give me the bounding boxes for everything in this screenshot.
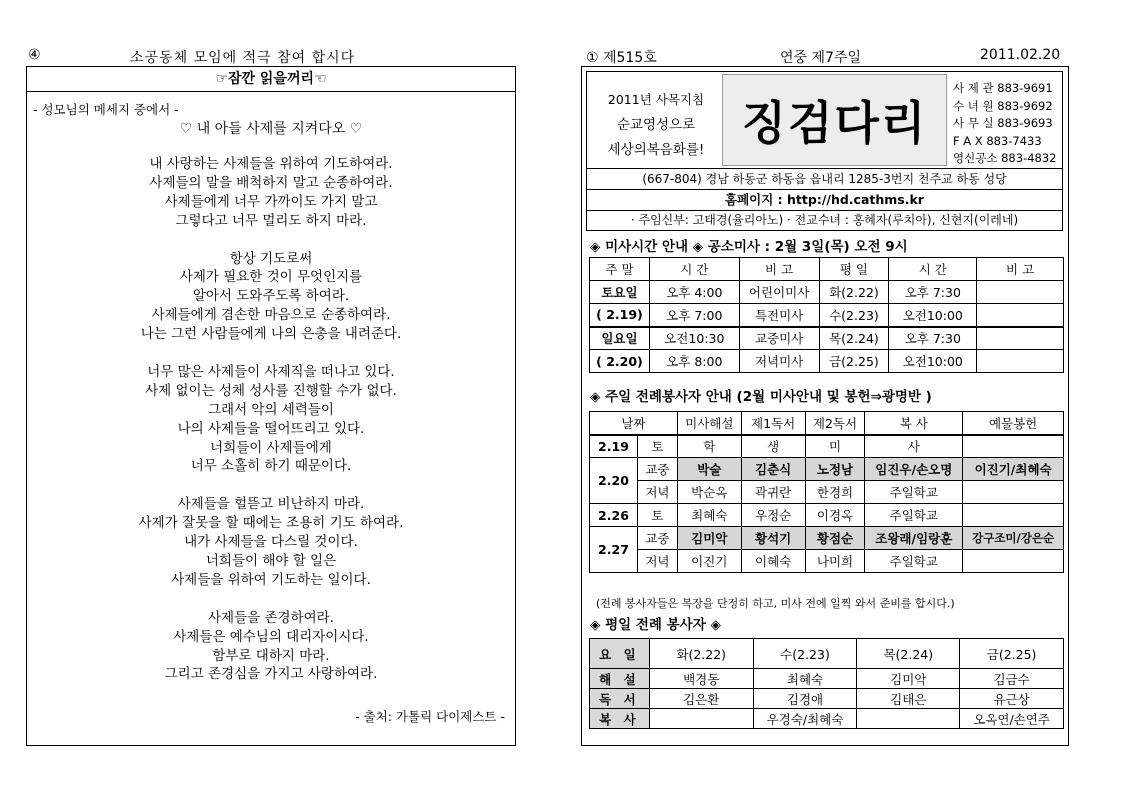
stanza [27,363,515,476]
server-cell: 김금수 [960,669,1064,689]
server-cell: 주일학교 [865,481,963,504]
mass-type-cell: 저녁 [637,481,677,504]
bulletin-logo [722,74,947,166]
weekday-cell: 수(2.23) [819,304,889,327]
weekday-cell: 목(2.24) [819,327,889,350]
stanza [27,250,515,345]
server-cell: 이혜숙 [741,550,805,573]
mass-type-cell: 교중 [637,527,677,550]
server-cell: 박순옥 [677,481,741,504]
motto-year: 2011년 사목지침 [607,92,705,107]
poem-line: 너희들이 해야 할 일은 [205,552,337,569]
table-header-row [590,412,1064,435]
contact-item: 사 무 실 883-9693 [953,116,1053,130]
table-row [590,350,1064,373]
time-cell: 오후 8:00 [649,350,739,373]
column-header: 미사해설 [677,412,741,435]
server-cell: 이진기 [677,550,741,573]
table-row [590,481,1064,504]
contact-item: F A X 883-7433 [953,133,1042,148]
issue-number: ① 제515호 [586,50,657,66]
server-cell: 주일학교 [865,550,963,573]
clergy-staff: · 주임신부: 고태경(율리아노) · 전교수녀 : 홍혜자(루치아), 신현지(이레네) [587,210,1062,230]
reading-source-line: - 성모님의 메세지 중에서 - [33,102,179,117]
server-cell: 최혜숙 [677,504,741,527]
server-cell: 황점순 [805,527,865,550]
server-cell: 우경숙/최혜숙 [753,709,857,729]
poem-line: 그래서 악의 세력들이 [208,401,334,418]
table-row [590,669,1064,689]
server-cell: 강구조미/강은순 [963,527,1064,550]
page-number-left: ④ [28,47,41,63]
time-cell: 오후 7:00 [649,304,739,327]
server-cell: 곽귀란 [741,481,805,504]
column-header: 복 사 [865,412,963,435]
table-row [590,281,1064,304]
column-header: 예물봉헌 [963,412,1064,435]
time-cell: 오후 4:00 [649,281,739,304]
server-cell: 생 [741,435,805,458]
server-cell: 학 [677,435,741,458]
poem-line: 함부로 대하지 마라. [212,647,330,664]
time-cell: 오전10:00 [889,304,977,327]
server-cell: 김경애 [753,689,857,709]
day-cell: 일요일 [590,327,650,350]
column-header: 제2독서 [805,412,865,435]
mass-times-heading: ◈ 미사시간 안내 ◈ 공소미사 : 2월 3일(목) 오전 9시 [590,239,908,255]
server-cell: 백경동 [649,669,753,689]
reading-credit: - 출처: 가톨릭 다이제스트 - [355,709,505,724]
poem-line: 내가 사제들을 다스릴 것이다. [184,534,358,551]
server-cell: 박술 [677,458,741,481]
poem-line: 사제가 잘못을 할 때에는 조용히 기도 하여라. [138,515,404,532]
weekday-cell: 화(2.22) [819,281,889,304]
column-header: 금(2.25) [960,639,1064,669]
mass-type-cell: 토 [637,435,677,458]
bulletin-box [581,66,1069,746]
sunday-servers-heading: ◈ 주일 전례봉사자 안내 (2월 미사안내 및 봉헌⇒광명반 ) [590,389,932,405]
server-cell: 조왕래/임랑훈 [865,527,963,550]
server-cell: 노정남 [805,458,865,481]
server-cell: 김미악 [677,527,741,550]
column-header: 날짜 [590,412,678,435]
contact-list [953,80,1061,168]
note-cell: 교중미사 [739,327,819,350]
role-cell: 독 서 [590,689,650,709]
poem-line: 사제들을 위하여 기도하는 일이다. [171,571,371,588]
server-cell: 유근상 [960,689,1064,709]
poem-line: 사제들을 존경하여라. [208,609,334,626]
server-cell [857,709,960,729]
server-cell: 오옥연/손연주 [960,709,1064,729]
day-cell: ( 2.19) [590,304,650,327]
poem-line: 사제들에게 겸손한 마음으로 순종하여라. [151,307,391,324]
server-cell [963,435,1064,458]
server-cell: 김미악 [857,669,960,689]
note-cell [977,304,1064,327]
time-cell: 오전10:30 [649,327,739,350]
poem-line: 나는 그런 사람들에게 나의 은총을 내려준다. [140,326,402,343]
issue-date: 2011.02.20 [980,47,1061,63]
note-cell [977,281,1064,304]
column-header: 비 고 [739,258,819,281]
poem-line: 사제가 필요한 것이 무엇인지를 [179,269,363,286]
server-cell: 우정순 [741,504,805,527]
server-cell [649,709,753,729]
servers-note: (전례 봉사자들은 복장을 단정히 하고, 미사 전에 일찍 와서 준비를 합시다.) [596,597,955,610]
poem-line: 항상 기도로써 [229,250,313,267]
reading-box-title: ☞잠깐 읽을꺼리☜ [27,67,515,92]
note-cell: 어린이미사 [739,281,819,304]
server-cell [963,504,1064,527]
pastoral-motto [591,80,721,164]
poem-line: 그렇다고 너무 멀리도 하지 마라. [175,212,367,229]
server-cell [963,481,1064,504]
date-cell: 2.20 [590,458,638,504]
date-cell: 2.26 [590,504,638,527]
poem-line: 사제들을 헐뜯고 비난하지 마라. [177,496,365,513]
reading-body [27,155,515,684]
role-cell: 복 사 [590,709,650,729]
poem-line: 내 사랑하는 사제들을 위하여 기도하여라. [149,156,393,172]
column-header: 주 말 [590,258,650,281]
stanza [27,155,515,231]
note-cell: 저녁미사 [739,350,819,373]
server-cell: 주일학교 [865,504,963,527]
sunday-servers-table [589,411,1064,573]
contact-item: 사 제 관 883-9691 [953,81,1053,95]
table-row [590,435,1064,458]
server-cell: 이경옥 [805,504,865,527]
reading-box [26,66,516,746]
logo-text: 징검다리 [741,96,928,150]
motto-line: 순교영성으로 [616,117,696,133]
table-row [590,527,1064,550]
column-header: 평 일 [819,258,889,281]
motto-line: 세상의복음화를! [607,142,705,158]
server-cell: 이진기/최혜숙 [963,458,1064,481]
note-cell [977,350,1064,373]
page-slogan: 소공동체 모임에 적극 참여 합시다 [130,50,356,66]
server-cell [963,550,1064,573]
liturgical-week: 연중 제7주일 [780,50,861,66]
column-header: 요 일 [590,639,650,669]
contact-item: 수 녀 원 883-9692 [953,98,1053,113]
column-header: 목(2.24) [857,639,960,669]
contact-item: 영신공소 883-4832 [953,151,1057,165]
column-header: 시 간 [649,258,739,281]
date-cell: 2.27 [590,527,638,573]
poem-line: 너무 많은 사제들이 사제직을 떠나고 있다. [147,363,395,380]
server-cell: 김태은 [857,689,960,709]
column-header: 수(2.23) [753,639,857,669]
poem-line: 사제들의 말을 배척하지 말고 순종하여라. [149,174,393,191]
table-row [590,709,1064,729]
table-header-row [590,258,1064,281]
poem-line: 사제들은 예수님의 대리자이시다. [173,628,369,645]
church-address: (667-804) 경남 하동군 하동읍 읍내리 1285-3번지 천주교 하동 성당 [587,168,1062,189]
weekday-servers-table [589,638,1064,729]
column-header: 비 고 [977,258,1064,281]
table-row [590,689,1064,709]
server-cell: 한경희 [805,481,865,504]
table-header-row [590,639,1064,669]
table-row [590,504,1064,527]
poem-line: 나의 사제들을 떨어뜨리고 있다. [177,420,365,437]
server-cell: 최혜숙 [753,669,857,689]
weekday-servers-heading: ◈ 평일 전례 봉사자 ◈ [590,617,721,633]
time-cell: 오전10:00 [889,350,977,373]
poem-line: 알아서 도와주도록 하여라. [192,288,350,305]
weekday-cell: 금(2.25) [819,350,889,373]
poem-line: 너무 소홀히 하기 때문이다. [190,458,352,475]
server-cell: 나미희 [805,550,865,573]
day-cell: 토요일 [590,281,650,304]
day-cell: ( 2.20) [590,350,650,373]
column-header: 시 간 [889,258,977,281]
date-cell: 2.19 [590,435,638,458]
table-row [590,327,1064,350]
mass-times-table [589,257,1064,373]
stanza [27,495,515,590]
time-cell: 오후 7:30 [889,327,977,350]
homepage-link[interactable]: 홈페이지 : http://hd.cathms.kr [587,189,1062,210]
mass-type-cell: 교중 [637,458,677,481]
mass-type-cell: 토 [637,504,677,527]
server-cell: 사 [865,435,963,458]
server-cell: 김은환 [649,689,753,709]
reading-title: ♡ 내 아들 사제를 지켜다오 ♡ [179,121,363,137]
server-cell: 황석기 [741,527,805,550]
column-header: 제1독서 [741,412,805,435]
stanza [27,609,515,685]
poem-line: 그리고 존경심을 가지고 사랑하여라. [164,666,378,683]
server-cell: 미 [805,435,865,458]
poem-line: 사제 없이는 성체 성사를 진행할 수가 없다. [145,382,397,399]
table-row [590,550,1064,573]
mass-type-cell: 저녁 [637,550,677,573]
note-cell [977,327,1064,350]
role-cell: 해 설 [590,669,650,689]
note-cell: 특전미사 [739,304,819,327]
table-row [590,458,1064,481]
poem-line: 사제들에게 너무 가까이도 가지 말고 [164,193,378,210]
poem-line: 너희들이 사제들에게 [210,439,332,456]
server-cell: 김춘식 [741,458,805,481]
column-header: 화(2.22) [649,639,753,669]
time-cell: 오후 7:30 [889,281,977,304]
server-cell: 임진우/손오명 [865,458,963,481]
masthead [586,71,1063,231]
table-row [590,304,1064,327]
